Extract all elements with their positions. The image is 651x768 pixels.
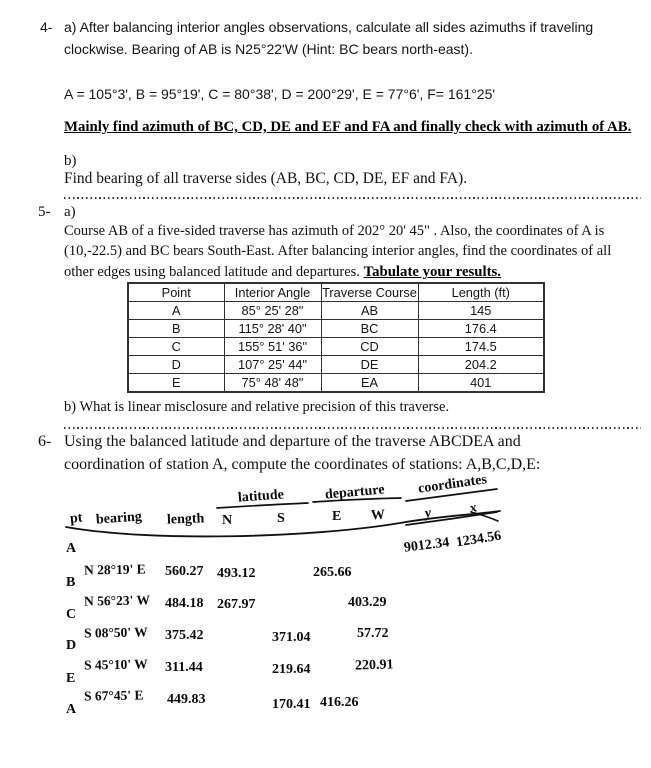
col-header-interior-angle: Interior Angle <box>224 283 321 302</box>
p5-item-number: 5- <box>38 204 51 220</box>
p5-line3-plain: other edges using balanced latitude and departures. <box>64 264 364 280</box>
col-header-east: E <box>332 509 342 524</box>
course-length: 484.18 <box>165 596 204 611</box>
cell-length: 204.2 <box>418 356 544 374</box>
p4-emphasis-line: Mainly find azimuth of BC, CD, DE and EF and FA and finally check with azimuth of AB. <box>64 119 632 135</box>
latitude-north-value: 493.12 <box>217 566 256 581</box>
cell-interior-angle: 107° 25' 44" <box>224 356 321 374</box>
p6-line1: Using the balanced latitude and departure of the traverse ABCDEA and <box>64 433 521 450</box>
course-length: 560.27 <box>165 564 204 579</box>
departure-east-value: 265.66 <box>313 565 352 580</box>
table-row <box>128 374 544 393</box>
col-header-south: S <box>277 511 285 526</box>
p4-part-b-text: Find bearing of all traverse sides (AB, BC, CD, DE, EF and FA). <box>64 170 468 187</box>
station-label: A <box>66 702 77 717</box>
latitude-south-value: 170.41 <box>272 697 311 712</box>
group-header-departure: departure <box>324 482 386 503</box>
cell-length: 401 <box>418 374 544 393</box>
course-length: 449.83 <box>167 692 206 707</box>
course-bearing: S 08°50' W <box>83 624 148 641</box>
departure-west-value: 220.91 <box>354 657 394 674</box>
latitude-north-value: 267.97 <box>217 597 256 612</box>
start-coordinate-x: 1234.56 <box>455 528 503 551</box>
start-coordinate-y: 9012.34 <box>403 535 451 556</box>
course-bearing: S 45°10' W <box>83 656 148 673</box>
col-header-length: length <box>166 511 205 528</box>
p5-part-a-label: a) <box>64 204 76 220</box>
latitude-south-value: 371.04 <box>272 630 311 645</box>
p5-line3 <box>64 263 501 281</box>
group-header-coordinates: coordinates <box>417 472 488 497</box>
col-header-traverse-course: Traverse Course <box>322 285 417 300</box>
cell-point: E <box>128 374 224 393</box>
cell-point: C <box>128 338 224 356</box>
cell-course: BC <box>321 320 418 338</box>
cell-interior-angle: 85° 25' 28" <box>224 302 321 320</box>
departure-west-value: 57.72 <box>357 626 389 641</box>
cell-interior-angle: 155° 51' 36" <box>224 338 321 356</box>
course-length: 311.44 <box>165 660 203 675</box>
departure-east-value: 416.26 <box>320 695 359 710</box>
col-header-y: y <box>423 505 433 522</box>
p4-line1: a) After balancing interior angles observations, calculate all sides azimuths if traveling <box>64 19 594 35</box>
cell-interior-angle: 75° 48' 48" <box>224 374 321 393</box>
p5-line3-bold: Tabulate your results. <box>363 264 502 280</box>
col-header-length: Length (ft) <box>418 283 544 302</box>
cell-length: 176.4 <box>418 320 544 338</box>
col-header-point: Point <box>128 283 224 302</box>
col-header-pt: pt <box>69 510 84 527</box>
p4-line2: clockwise. Bearing of AB is N25°22'W (Hint: BC bears north-east). <box>64 41 473 57</box>
p4-item-number: 4- <box>40 19 53 35</box>
course-length: 375.42 <box>165 628 204 643</box>
course-bearing: N 56°23' W <box>83 592 151 609</box>
table-row <box>128 338 544 356</box>
section-separator <box>64 197 641 199</box>
col-header-x: x <box>468 500 479 517</box>
table-row <box>128 320 544 338</box>
course-bearing: N 28°19' E <box>83 561 146 578</box>
col-header-bearing: bearing <box>95 509 143 528</box>
cell-point: A <box>128 302 224 320</box>
station-label: E <box>66 671 76 686</box>
p6-line2: coordination of station A, compute the coordinates of stations: A,B,C,D,E: <box>64 456 541 473</box>
p5-line2: (10,-22.5) and BC bears South-East. After balancing interior angles, find the coordinates of all <box>64 243 612 259</box>
p6-item-number: 6- <box>38 433 52 450</box>
cell-length: 174.5 <box>418 338 544 356</box>
col-header-north: N <box>222 513 233 528</box>
latitude-departure-table <box>0 472 651 768</box>
p5-line1: Course AB of a five-sided traverse has azimuth of 202° 20' 45" . Also, the coordinates of A is <box>64 223 605 239</box>
latitude-south-value: 219.64 <box>272 662 311 677</box>
interior-angle-table <box>127 282 545 393</box>
station-label: B <box>66 575 76 590</box>
table-header-row <box>128 283 544 302</box>
p4-part-b-label: b) <box>64 153 77 169</box>
cell-point: D <box>128 356 224 374</box>
departure-west-value: 403.29 <box>348 595 387 610</box>
cell-course: AB <box>321 302 418 320</box>
cell-course: EA <box>321 374 418 393</box>
station-label: A <box>66 541 77 556</box>
cell-course: DE <box>321 356 418 374</box>
cell-interior-angle: 115° 28' 40" <box>224 320 321 338</box>
col-header-west: W <box>370 507 386 524</box>
table-row <box>128 356 544 374</box>
table-row <box>128 302 544 320</box>
cell-length: 145 <box>418 302 544 320</box>
station-label: C <box>66 607 77 622</box>
section-separator <box>64 427 641 429</box>
p4-angle-values: A = 105°3', B = 95°19', C = 80°38', D = 200°29', E = 77°6', F= 161°25' <box>64 86 496 102</box>
p5-part-b-text: b) What is linear misclosure and relative precision of this traverse. <box>64 399 450 415</box>
group-header-latitude: latitude <box>237 487 285 506</box>
cell-course: CD <box>321 338 418 356</box>
course-bearing: S 67°45' E <box>83 687 144 704</box>
station-label: D <box>66 638 77 653</box>
cell-point: B <box>128 320 224 338</box>
